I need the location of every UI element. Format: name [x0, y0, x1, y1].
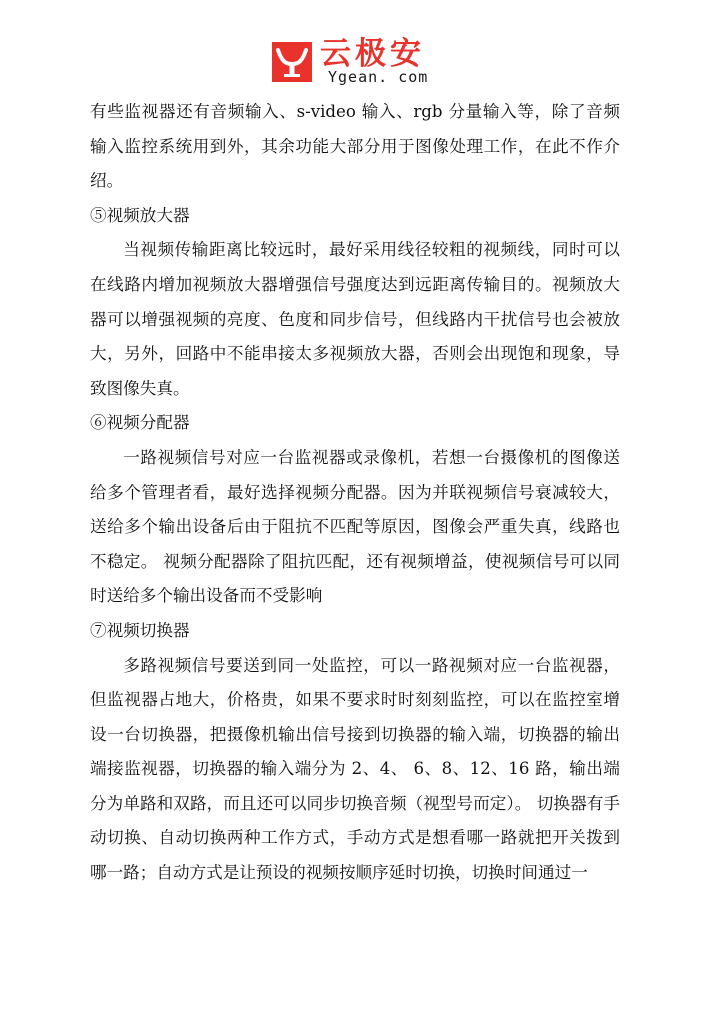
paragraph-video-switcher: 多路视频信号要送到同一处监控，可以一路视频对应一台监视器，但监视器占地大，价格贵，如果不要求时时刻刻监控，可以在监控室增设一台切换器，把摄像机输出信号接到切换器的输入端，切换器的输出端接监视器，切换器的输入端分为 2、4、 6、8、12、16 路，输出端分为单路和双路，而且还可以同步切换音频（视型号而定）。 切换器有手动切换、自动切换两种工作方式，手动方式是想看哪一路就把开关拨到哪一路；自动方式是让预设的视频按顺序延时切换，切换时间通过一: [90, 655, 620, 883]
section-heading-video-distributor: ⑥视频分配器: [90, 413, 190, 433]
ygean-logo-icon: [272, 42, 312, 82]
section-heading-video-amplifier: ⑤视频放大器: [90, 205, 190, 225]
document-body: [90, 95, 620, 891]
logo-chinese-name: 云极安: [320, 36, 425, 72]
logo-english-name: Ygean. com: [328, 68, 429, 86]
paragraph-video-amplifier: 当视频传输距离比较远时，最好采用线径较粗的视频线，同时可以在线路内增加视频放大器增强信号强度达到远距离传输目的。视频放大器可以增强视频的亮度、色度和同步信号，但线路内干扰信号也会被放大，另外，回路中不能串接太多视频放大器，否则会出现饱和现象，导致图像失真。: [90, 240, 620, 398]
section-heading-video-switcher: ⑦视频切换器: [90, 620, 190, 640]
paragraph-intro: 有些监视器还有音频输入、s-video 输入、rgb 分量输入等，除了音频输入监控系统用到外，其余功能大部分用于图像处理工作，在此不作介绍。: [90, 102, 620, 191]
paragraph-video-distributor: 一路视频信号对应一台监视器或录像机，若想一台摄像机的图像送给多个管理者看，最好选择视频分配器。因为并联视频信号衰减较大，送给多个输出设备后由于阻抗不匹配等原因，图像会严重失真，线路也不稳定。 视频分配器除了阻抗匹配，还有视频增益，使视频信号可以同时送给多个输出设备而不受影响: [90, 447, 620, 606]
brand-logo: [272, 36, 457, 88]
